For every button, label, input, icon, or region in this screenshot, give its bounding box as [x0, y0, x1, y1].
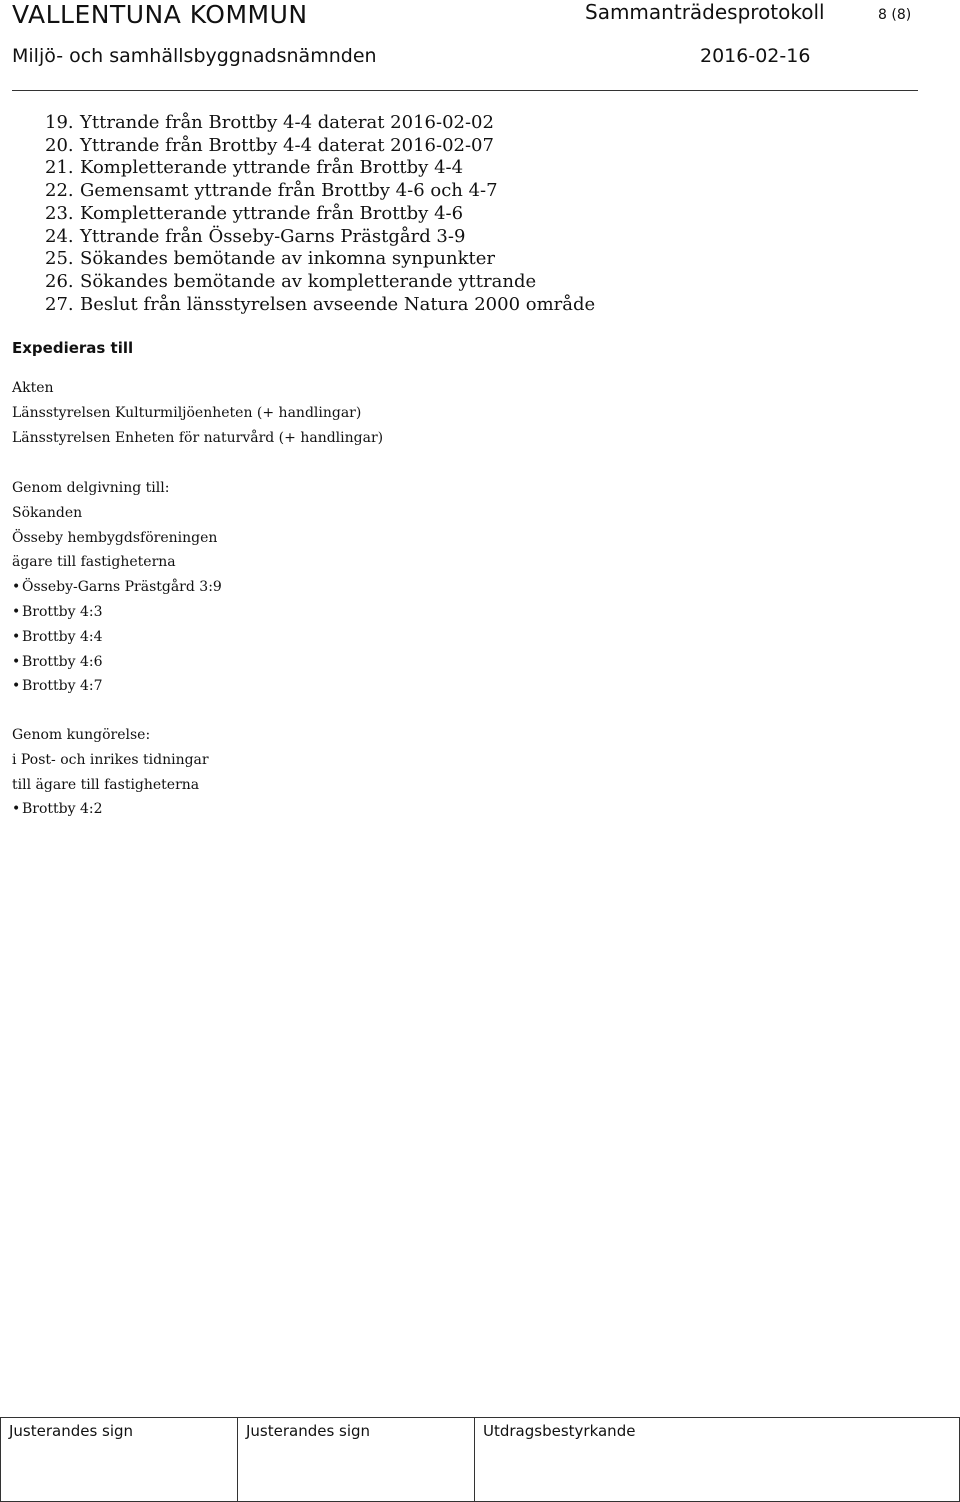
attachment-item — [45, 271, 595, 294]
recipient-item: Länsstyrelsen Kulturmiljöenheten (+ handlingar) — [12, 404, 362, 421]
attachment-number: 21. — [45, 157, 74, 179]
attachment-text: Sökandes bemötande av kompletterande yttrande — [80, 270, 537, 292]
attachment-number: 19. — [45, 112, 74, 133]
attachment-item — [45, 226, 595, 249]
attachment-list — [45, 112, 595, 316]
kungorelse-label: Genom kungörelse: — [12, 727, 151, 743]
attachment-item — [45, 294, 595, 317]
attachment-item — [45, 180, 595, 203]
meeting-date: 2016-02-16 — [700, 45, 811, 67]
property-item: • Brottby 4:6 — [12, 650, 222, 675]
kungorelse-list — [12, 723, 209, 822]
attachment-number: 25. — [45, 248, 74, 270]
attachment-text: Yttrande från Brottby 4-4 daterat 2016-02-07 — [80, 134, 494, 156]
property-item: • Össeby-Garns Prästgård 3:9 — [12, 575, 222, 600]
delgivning-label: Genom delgivning till: — [12, 480, 170, 496]
signature-cell — [1, 1418, 238, 1502]
attachment-number: 26. — [45, 270, 74, 292]
recipient-item: Akten — [12, 380, 54, 396]
attachment-text: Sökandes bemötande av inkomna synpunkter — [80, 248, 496, 270]
attachment-text: Kompletterande yttrande från Brottby 4-6 — [80, 202, 464, 224]
delgivning-list — [12, 476, 222, 699]
signature-cell — [238, 1418, 475, 1502]
attachment-item — [45, 157, 595, 180]
document-type: Sammanträdesprotokoll — [585, 0, 825, 24]
recipient-item: Länsstyrelsen Enheten för naturvård (+ handlingar) — [12, 429, 384, 446]
property-item: • Brottby 4:4 — [12, 625, 222, 650]
signature-cell — [475, 1418, 960, 1502]
property-item: • Brottby 4:7 — [12, 674, 222, 699]
signature-label: Justerandes sign — [246, 1422, 371, 1440]
attachment-text: Yttrande från Brottby 4-4 daterat 2016-02-02 — [80, 112, 494, 133]
attachment-number: 20. — [45, 134, 74, 156]
recipient-list — [12, 376, 383, 450]
expedieras-heading: Expedieras till — [12, 339, 134, 357]
attachment-text: Gemensamt yttrande från Brottby 4-6 och 4-7 — [80, 180, 498, 202]
signature-label: Utdragsbestyrkande — [483, 1422, 636, 1440]
header-divider — [12, 90, 918, 91]
attachment-text: Yttrande från Össeby-Garns Prästgård 3-9 — [80, 225, 466, 247]
attachment-number: 22. — [45, 180, 74, 202]
kungorelse-item: i Post- och inrikes tidningar — [12, 751, 209, 768]
attachment-number: 27. — [45, 293, 74, 315]
attachment-text: Beslut från länsstyrelsen avseende Natura 2000 område — [80, 293, 596, 315]
attachment-item — [45, 135, 595, 158]
delgivning-item: Sökanden — [12, 504, 83, 521]
attachment-text: Kompletterande yttrande från Brottby 4-4 — [80, 157, 464, 179]
attachment-number: 23. — [45, 202, 74, 224]
page-number: 8 (8) — [878, 7, 912, 23]
attachment-item — [45, 203, 595, 226]
committee-name: Miljö- och samhällsbyggnadsnämnden — [12, 45, 377, 67]
signature-table — [0, 1417, 960, 1502]
attachment-item — [45, 248, 595, 271]
signature-label: Justerandes sign — [9, 1422, 134, 1440]
delgivning-item: ägare till fastigheterna — [12, 554, 176, 571]
delgivning-item: Össeby hembygdsföreningen — [12, 529, 218, 546]
kungorelse-item: till ägare till fastigheterna — [12, 776, 200, 793]
property-item: • Brottby 4:2 — [12, 797, 209, 822]
attachment-item — [45, 112, 595, 135]
organization-name: VALLENTUNA KOMMUN — [12, 0, 308, 29]
property-item: • Brottby 4:3 — [12, 600, 222, 625]
attachment-number: 24. — [45, 225, 74, 247]
